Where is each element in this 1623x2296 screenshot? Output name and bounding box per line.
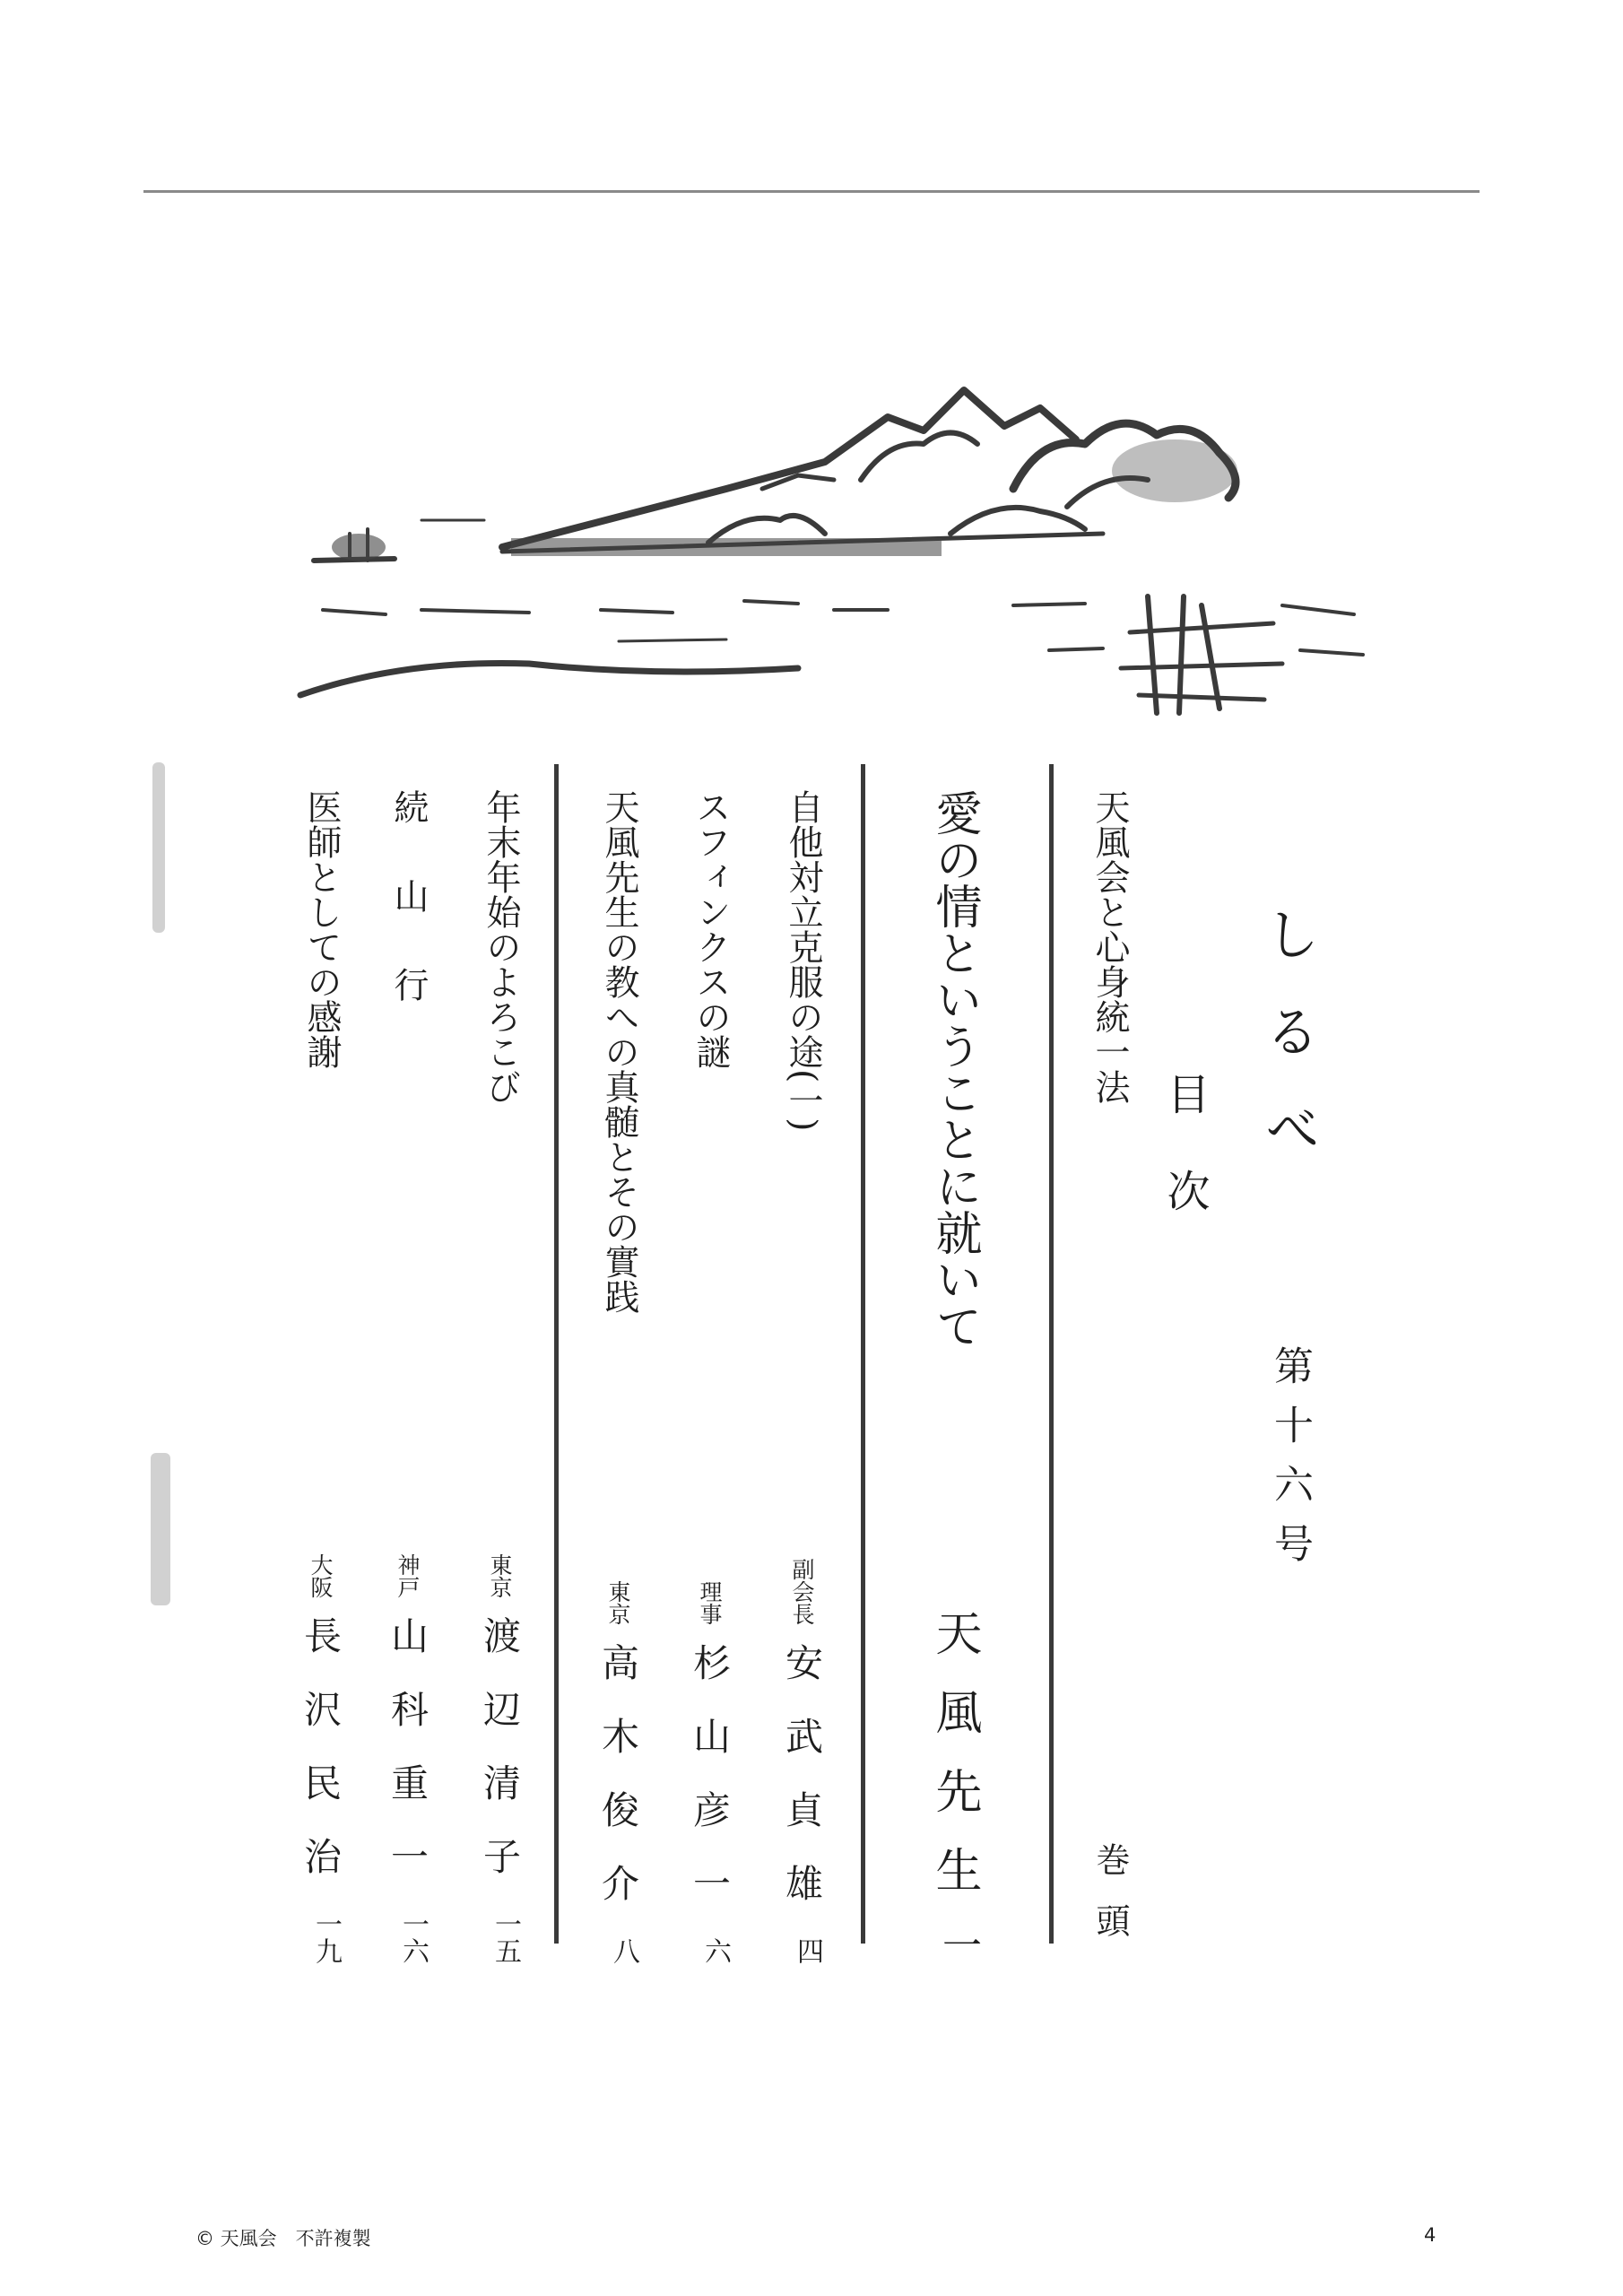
entry-page: 巻頭 (1090, 1842, 1130, 1964)
toc-entry-5[interactable] (478, 789, 522, 1964)
page-number: 4 (1424, 2224, 1436, 2246)
toc-entry-prologue[interactable] (1089, 789, 1130, 1964)
entry-title: 医師としての感謝 (301, 789, 342, 1069)
toc-entry-2[interactable] (780, 789, 824, 1964)
entry-page: 四 (792, 1937, 823, 1964)
entry-page: 一九 (310, 1910, 342, 1964)
journal-title: しるべ (1255, 906, 1321, 1196)
entry-place: 副会長 (789, 1558, 815, 1625)
scan-smudge (152, 762, 165, 933)
entry-place: 東京 (487, 1553, 513, 1598)
entry-place: 大阪 (308, 1553, 334, 1598)
entry-author: 杉山彦一 (688, 1643, 732, 1937)
entry-place: 東京 (605, 1580, 631, 1625)
contents-heading: 目次 (1159, 1072, 1210, 1265)
entry-author: 渡辺清子 (478, 1616, 522, 1910)
toc-entry-4[interactable] (596, 789, 640, 1964)
entry-author: 山科重一 (386, 1616, 430, 1910)
toc-entry-3[interactable] (688, 789, 732, 1964)
copyright-notice: © 天風会 不許複製 (195, 2228, 371, 2249)
entry-page: 一 (935, 1925, 981, 1964)
scan-smudge (151, 1453, 170, 1605)
landscape-illustration-icon (296, 354, 1372, 731)
entry-title: 自他対立克服の途(一) (783, 789, 823, 1132)
issue-number: 第十六号 (1267, 1345, 1313, 1582)
entry-place: 理事 (697, 1580, 723, 1625)
entry-title: 続山行 (388, 789, 429, 1056)
entry-page: 六 (699, 1937, 731, 1964)
column-rule (554, 764, 559, 1944)
column-rule (1049, 764, 1054, 1944)
toc-entry-1[interactable] (927, 789, 981, 1964)
entry-title: 愛の情ということに就いて (927, 789, 981, 1349)
entry-author: 安武貞雄 (780, 1643, 824, 1937)
entry-author: 天風先生 (927, 1609, 981, 1925)
entry-author: 長沢民治 (299, 1616, 343, 1910)
column-rule (861, 764, 865, 1944)
entry-title: 天風会と心身統一法 (1089, 789, 1130, 1104)
entry-place: 神戸 (395, 1553, 421, 1598)
toc-entry-7[interactable] (299, 789, 343, 1964)
entry-page: 一五 (490, 1910, 521, 1964)
entry-title: 年末年始のよろこび (481, 789, 521, 1104)
top-rule (143, 190, 1480, 193)
entry-page: 一六 (397, 1910, 429, 1964)
entry-page: 八 (608, 1937, 639, 1964)
entry-author: 高木俊介 (596, 1643, 640, 1937)
entry-title: 天風先生の教への真髄とその實践 (599, 789, 639, 1314)
toc-entry-6[interactable] (386, 789, 430, 1964)
entry-title: スフィンクスの謎 (690, 789, 731, 1069)
